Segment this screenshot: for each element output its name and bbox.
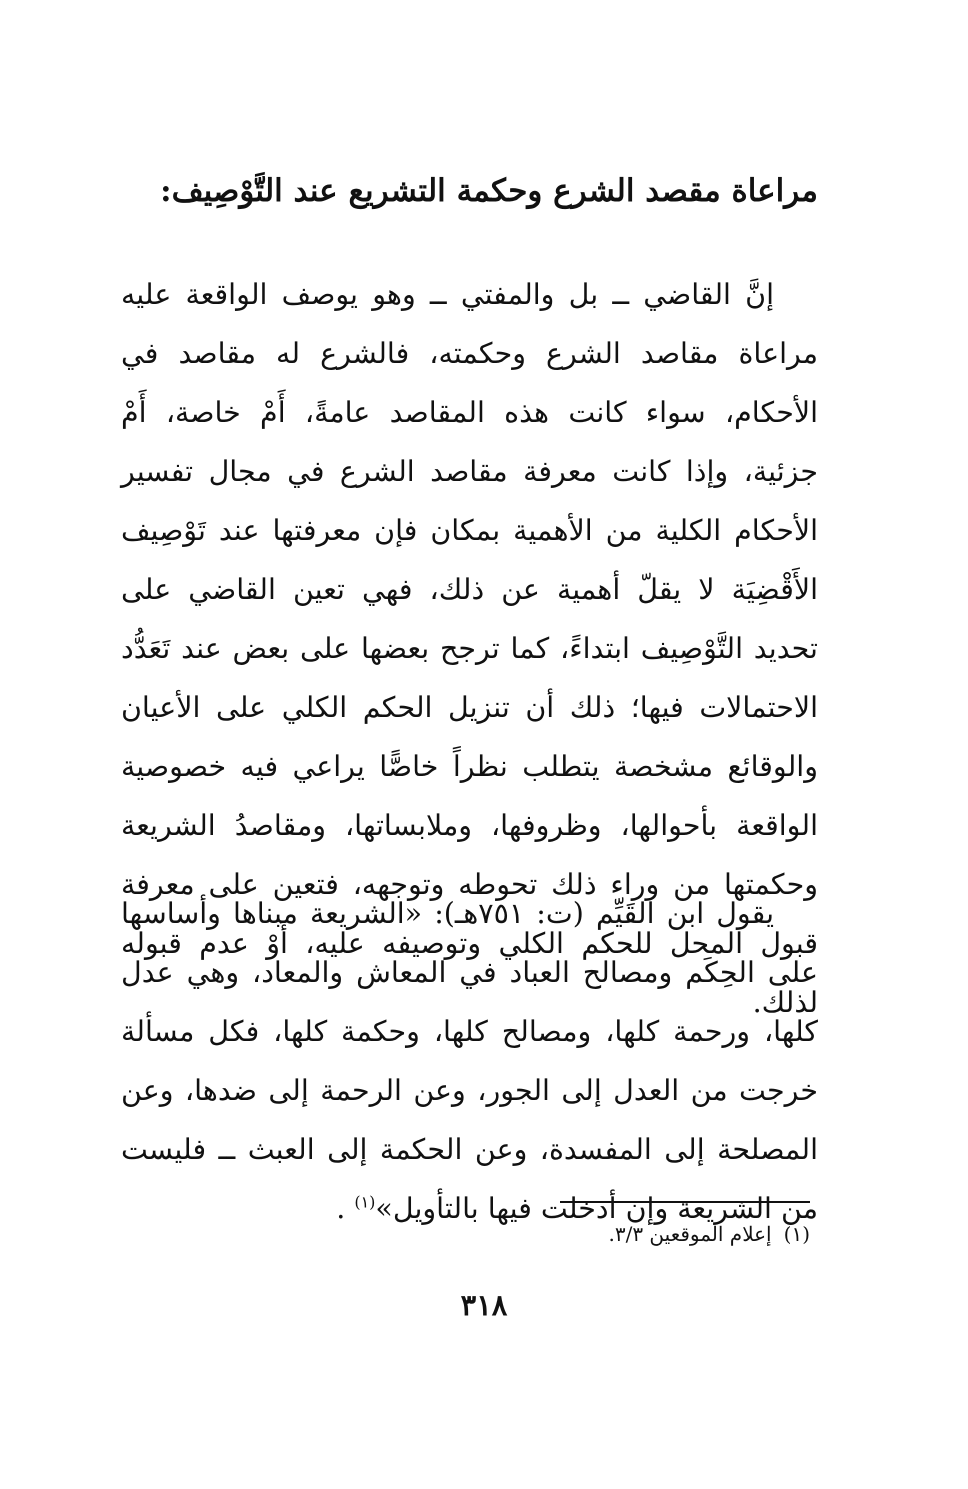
footnote-reference[interactable]: (١) [354,1192,376,1211]
page-number: ٣١٨ [460,1288,508,1322]
paragraph-2 [121,884,818,1238]
footnote-separator [560,1201,810,1203]
paragraph-2-text: يقول ابن القَيِّم (ت: ٧٥١هـ): «الشريعة مبناها وأساسها على الحِكَم ومصالح العباد في المعاش والمعاد، وهي عدل كلها، ورحمة كلها، ومصالح كلها، وحكمة كلها، فكل مسألة خرجت من العدل إلى الجور، وعن الرحمة إلى ضدها، وعن المصلحة إلى المفسدة، وعن الحكمة إلى العبث ــ فليست من الشريعة وإن أدخلت فيها بالتأويل» [121,896,818,1225]
footnote [310,1217,810,1251]
paragraph-2-end: . [336,1191,346,1225]
footnote-marker: (١) [783,1222,810,1246]
section-heading: مراعاة مقصد الشرع وحكمة التشريع عند التَّوْصِيف: [160,173,818,209]
paragraph-1: إنَّ القاضي ــ بل والمفتي ــ وهو يوصف الواقعة عليه مراعاة مقاصد الشرع وحكمته، فالشرع له مقاصد في الأحكام، سواء كانت هذه المقاصد عامةً، أَمْ خاصة، أَمْ جزئية، وإذا كانت معرفة مقاصد الشرع في مجال تفسير الأحكام الكلية من الأهمية بمكان فإن معرفتها عند تَوْصِيف الأَقْضِيَة لا يقلّ أهمية عن ذلك، فهي تعين القاضي على تحديد التَّوْصِيف ابتداءً، كما ترجح بعضها على بعض عند تَعَدُّد الاحتمالات فيها؛ ذلك أن تنزيل الحكم الكلي على الأعيان والوقائع مشخصة يتطلب نظراً خاصًّا يراعي فيه خصوصية الواقعة بأحوالها، وظروفها، وملابساتها، ومقاصدُ الشريعة وحكمتها من وراء ذلك تحوطه وتوجهه، فتعين على معرفة قبول المحل للحكم الكلي وتوصيفه عليه، أَوْ عدم قبوله لذلك. [121,277,818,1019]
footnote-text: إعلام الموقعين ٣/٣. [608,1222,772,1246]
